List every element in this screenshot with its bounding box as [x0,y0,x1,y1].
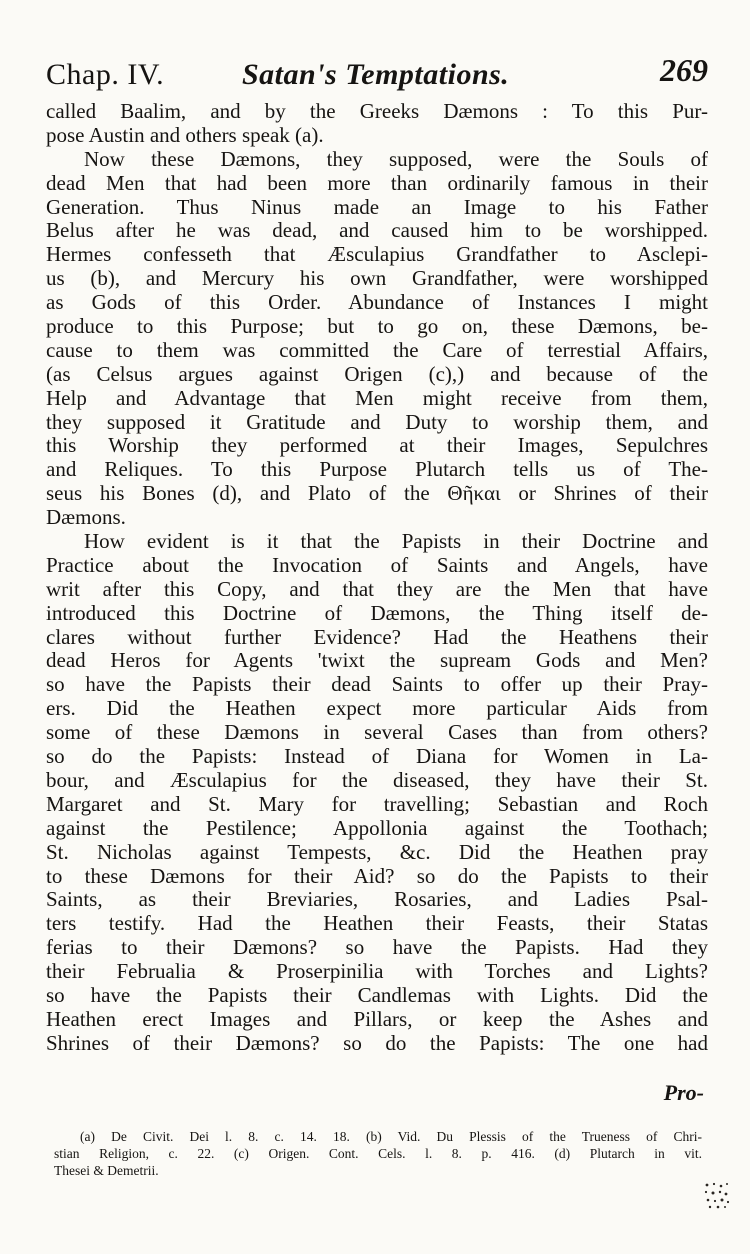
text-line: introduced this Doctrine of Dæmons, the Thing itself de- [46,601,708,625]
text-line: pose Austin and others speak (a). [46,123,324,147]
text-line: Generation. Thus Ninus made an Image to his Father [46,195,708,219]
text-line: clares without further Evidence? Had the Heathens their [46,625,708,649]
text-line: dead Heros for Agents 'twixt the supream Gods and Men? [46,649,708,673]
text-line: Margaret and St. Mary for travelling; Sebastian and Roch [46,792,708,816]
text-line: so do the Papists: Instead of Diana for Women in La- [46,745,708,769]
text-line: St. Nicholas against Tempests, &c. Did the Heathen pray [46,840,708,864]
footnotes [54,1128,702,1179]
text-line: ters testify. Had the Heathen their Feasts, their Statas [46,912,708,936]
text-line: Help and Advantage that Men might receive from them, [46,386,708,410]
text-line: Shrines of their Dæmons? so do the Papists: The one had [46,1031,708,1055]
text-line: some of these Dæmons in several Cases than from others? [46,721,708,745]
text-line: Dæmons. [46,506,126,530]
text-line: this Worship they performed at their Images, Sepulchres [46,434,708,458]
running-header [46,52,710,102]
text-line: Hermes confesseth that Æsculapius Grandfather to Asclepi- [46,243,708,267]
text-line: so have the Papists their Candlemas with Lights. Did the [46,983,708,1007]
text-line: Heathen erect Images and Pillars, or keep the Ashes and [46,1007,708,1031]
page-number: 269 [660,52,708,88]
text-line: (as Celsus argues against Origen (c),) and because of the [46,362,708,386]
text-line: and Reliques. To this Purpose Plutarch tells us of The- [46,458,708,482]
running-title: Satan's Temptations. [242,58,510,91]
text-line: produce to this Purpose; but to go on, these Dæmons, be- [46,315,708,339]
body-text [46,100,708,1056]
text-line: they supposed it Gratitude and Duty to worship them, and [46,410,708,434]
text-line: bour, and Æsculapius for the diseased, they have their St. [46,768,708,792]
text-line: ers. Did the Heathen expect more particular Aids from [46,697,708,721]
footnote-line: stian Religion, c. 22. (c) Origen. Cont. Cels. l. 8. p. 416. (d) Plutarch in vit. [54,1146,702,1161]
text-line: writ after this Copy, and that they are the Men that have [46,577,708,601]
text-line: to these Dæmons for their Aid? so do the Papists to their [46,864,708,888]
text-line: so have the Papists their dead Saints to offer up their Pray- [46,673,708,697]
text-line: against the Pestilence; Appollonia against the Toothach; [46,816,708,840]
text-line: cause to them was committed the Care of terrestial Affairs, [46,338,708,362]
text-line: Practice about the Invocation of Saints and Angels, have [46,553,708,577]
text-line: seus his Bones (d), and Plato of the Θῆκαι or Shrines of their [46,482,708,506]
text-line: their Februalia & Proserpinilia with Torches and Lights? [46,960,708,984]
ink-blot-mark [702,1180,732,1210]
catchword: Pro- [663,1080,704,1105]
text-line: called Baalim, and by the Greeks Dæmons : To this Pur- [46,100,708,123]
text-line: Saints, as their Breviaries, Rosaries, and Ladies Psal- [46,888,708,912]
text-line: dead Men that had been more than ordinarily famous in their [46,171,708,195]
text-line: Belus after he was dead, and caused him to be worshipped. [46,219,708,243]
text-line: ferias to their Dæmons? so have the Papists. Had they [46,936,708,960]
text-line: as Gods of this Order. Abundance of Instances I might [46,291,708,315]
footnote-line: Thesei & Demetrii. [54,1163,159,1178]
text-line: How evident is it that the Papists in their Doctrine and [84,530,708,554]
text-line: us (b), and Mercury his own Grandfather, were worshipped [46,267,708,291]
text-line: Now these Dæmons, they supposed, were the Souls of [84,147,708,171]
footnote-line: (a) De Civit. Dei l. 8. c. 14. 18. (b) Vid. Du Plessis of the Trueness of Chri- [80,1129,702,1144]
chapter-label: Chap. IV. [46,58,165,91]
